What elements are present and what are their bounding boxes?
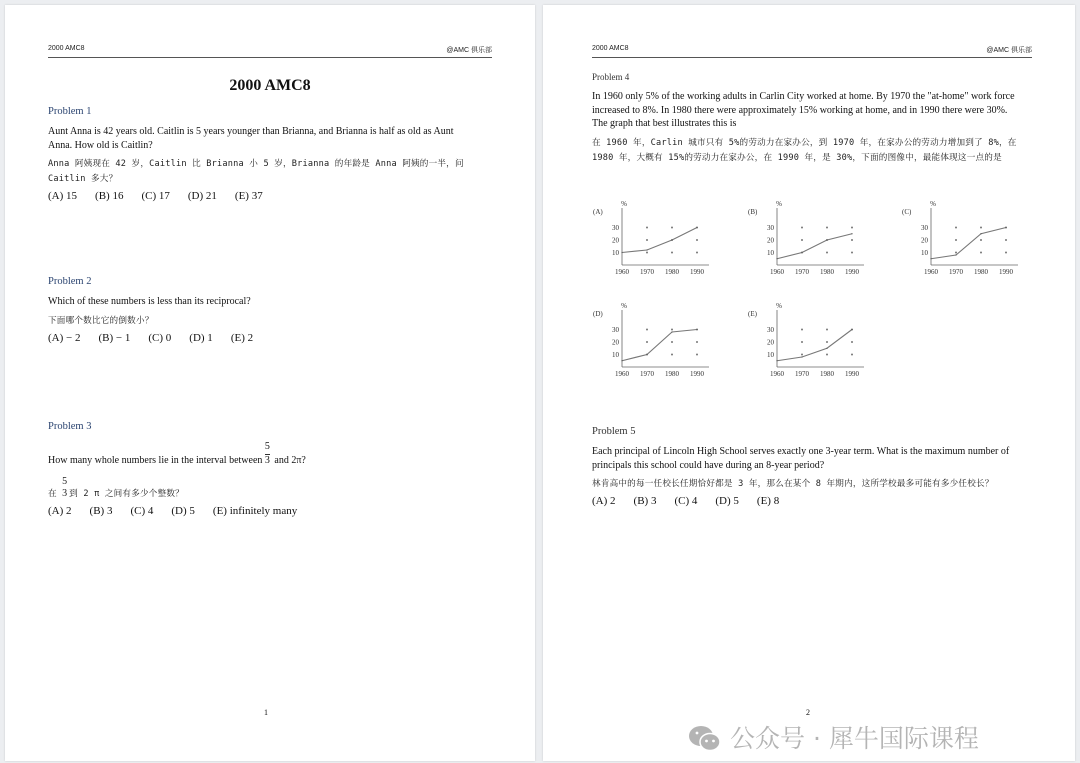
- data-point: [1005, 227, 1006, 228]
- grid-dot: [980, 239, 982, 241]
- choice: (A) 15: [48, 190, 78, 202]
- line-chart: [593, 201, 728, 276]
- choice: (B) − 1: [98, 331, 131, 344]
- data-point: [776, 360, 777, 361]
- x-tick-label: 1960: [924, 268, 938, 276]
- text: 在: [48, 488, 63, 499]
- header-left: 2000 AMC8: [48, 45, 85, 52]
- grid-dot: [1005, 252, 1007, 254]
- y-tick-label: 30: [767, 326, 774, 334]
- choice: (E) 37: [234, 190, 263, 202]
- y-axis-label: %: [776, 200, 782, 208]
- grid-dot: [671, 252, 673, 254]
- problem-5-choices: [592, 495, 1037, 507]
- grid-dot: [826, 354, 828, 356]
- x-tick-label: 1990: [690, 370, 704, 378]
- grid-dot: [955, 227, 957, 229]
- line-chart: [748, 201, 883, 276]
- pdf-page-1: [5, 5, 535, 761]
- grid-dot: [801, 341, 803, 343]
- choice: (C) 0: [148, 331, 172, 344]
- grid-dot: [851, 354, 853, 356]
- choice: (A) 2: [48, 504, 72, 517]
- data-point: [671, 331, 672, 332]
- y-tick-label: 10: [921, 249, 928, 257]
- grid-dot: [801, 239, 803, 241]
- problem-1-choices: [48, 190, 493, 202]
- x-tick-label: 1960: [770, 268, 784, 276]
- text: 到 2 π 之间有多少个整数？: [69, 488, 184, 499]
- problem-3-label: Problem 3: [48, 421, 92, 432]
- y-tick-label: 20: [612, 236, 619, 245]
- grid-dot: [980, 227, 982, 229]
- x-tick-label: 1990: [999, 268, 1013, 276]
- pdf-page-2: [543, 5, 1075, 761]
- choice: (C) 4: [674, 495, 698, 507]
- choice: (D) 5: [171, 504, 195, 517]
- grid-dot: [980, 252, 982, 254]
- problem-4-text-zh: 在 1960 年，Carlin 城市只有 5%的劳动力在家办公，到 1970 年，在家办公的劳动力增加到了 8%，在 1980 年，大概有 15%的劳动力在家办公，在 1990 年，是 30%，下面的图像中，最能体现这一点的是: [592, 137, 1017, 163]
- graph-label: (B): [748, 208, 758, 216]
- grid-dot: [696, 239, 698, 241]
- problem-1: [48, 106, 493, 202]
- graph-b[interactable]: [748, 201, 883, 276]
- choice: (D) 1: [189, 331, 213, 344]
- graph-label: (C): [902, 208, 912, 216]
- header-left: 2000 AMC8: [592, 45, 629, 52]
- choice: (A) − 2: [48, 331, 81, 344]
- x-tick-label: 1960: [615, 268, 629, 276]
- choice: (C) 17: [141, 190, 170, 202]
- choice: (D) 5: [715, 495, 739, 507]
- choice: (B) 16: [95, 190, 124, 202]
- data-point: [671, 239, 672, 240]
- grid-dot: [826, 252, 828, 254]
- page-header: [48, 45, 492, 58]
- y-tick-label: 10: [767, 249, 774, 257]
- problem-5-label: Problem 5: [592, 426, 636, 437]
- x-tick-label: 1980: [974, 268, 988, 276]
- data-line: [777, 234, 852, 259]
- graph-a[interactable]: [593, 201, 728, 276]
- choice: (B) 3: [89, 504, 113, 517]
- grid-dot: [696, 252, 698, 254]
- document-title: 2000 AMC8: [229, 77, 311, 94]
- watermark-text: 公众号 · 犀牛国际课程: [730, 724, 979, 753]
- grid-dot: [671, 354, 673, 356]
- problem-1-label: Problem 1: [48, 106, 92, 117]
- header-right: @AMC 俱乐部: [986, 47, 1032, 54]
- problem-2-text: Which of these numbers is less than its reciprocal?: [48, 296, 251, 307]
- x-tick-label: 1970: [795, 370, 809, 378]
- x-tick-label: 1970: [640, 268, 654, 276]
- numerator: 5: [264, 441, 270, 452]
- data-point: [696, 227, 697, 228]
- x-tick-label: 1980: [665, 268, 679, 276]
- problem-5-text: Each principal of Lincoln High School serves exactly one 3-year term. What is the maximum number of principals this school could have during an 8-year period?: [592, 446, 1010, 471]
- choice: (D) 21: [187, 190, 217, 202]
- problem-1-text-zh: Anna 阿姨现在 42 岁，Caitlin 比 Brianna 小 5 岁，Brianna 的年龄是 Anna 阿姨的一半，问 Caitlin 多大？: [48, 159, 464, 184]
- y-axis-label: %: [776, 302, 782, 310]
- problem-1-text: Aunt Anna is 42 years old. Caitlin is 5 years younger than Brianna, and Brianna is half as old as Aunt Anna. How old is Caitlin?: [48, 126, 454, 151]
- grid-dot: [801, 354, 803, 356]
- problem-3-text: [48, 441, 493, 468]
- y-tick-label: 10: [612, 249, 619, 257]
- x-tick-label: 1960: [615, 370, 629, 378]
- problem-3-choices: [48, 505, 493, 517]
- grid-dot: [671, 227, 673, 229]
- graph-c[interactable]: [902, 201, 1037, 276]
- grid-dot: [851, 227, 853, 229]
- problem-2-choices: [48, 332, 493, 344]
- grid-dot: [826, 227, 828, 229]
- y-tick-label: 20: [767, 236, 774, 245]
- page-number: 2: [806, 708, 810, 717]
- data-point: [646, 249, 647, 250]
- choice: (E) 8: [756, 495, 780, 507]
- grid-dot: [646, 341, 648, 343]
- data-line: [931, 228, 1006, 259]
- grid-dot: [646, 329, 648, 331]
- grid-dot: [851, 341, 853, 343]
- x-tick-label: 1970: [949, 268, 963, 276]
- problem-2: [48, 276, 493, 344]
- x-tick-label: 1970: [795, 268, 809, 276]
- x-tick-label: 1970: [640, 370, 654, 378]
- grid-dot: [955, 239, 957, 241]
- problem-4-label: Problem 4: [592, 72, 630, 82]
- data-point: [930, 258, 931, 259]
- data-point: [696, 329, 697, 330]
- graph-d[interactable]: [593, 303, 728, 378]
- data-point: [826, 348, 827, 349]
- data-line: [622, 228, 697, 253]
- page-number: 1: [264, 708, 268, 717]
- page-header: [592, 45, 1032, 58]
- data-point: [776, 258, 777, 259]
- data-point: [826, 239, 827, 240]
- grid-dot: [1005, 239, 1007, 241]
- data-point: [801, 252, 802, 253]
- y-tick-label: 20: [612, 338, 619, 347]
- data-point: [980, 233, 981, 234]
- x-tick-label: 1990: [690, 268, 704, 276]
- x-tick-label: 1960: [770, 370, 784, 378]
- graph-label: (A): [593, 208, 603, 216]
- numerator: 5: [62, 475, 68, 487]
- watermark: [688, 724, 979, 754]
- header-right: @AMC 俱乐部: [446, 47, 492, 54]
- data-line: [622, 330, 697, 361]
- problem-2-text-zh: 下面哪个数比它的倒数小？: [48, 315, 154, 326]
- text: and 2π?: [271, 455, 306, 466]
- x-tick-label: 1990: [845, 370, 859, 378]
- grid-dot: [801, 329, 803, 331]
- y-tick-label: 30: [612, 224, 619, 232]
- fraction: [264, 441, 272, 468]
- problem-4: [592, 72, 1037, 169]
- graph-label: (E): [748, 310, 757, 318]
- problem-3-text-zh: [48, 475, 493, 502]
- grid-dot: [955, 252, 957, 254]
- grid-dot: [646, 252, 648, 254]
- y-tick-label: 30: [612, 326, 619, 334]
- y-axis-label: %: [621, 302, 627, 310]
- problem-5: [592, 426, 1037, 507]
- y-tick-label: 20: [767, 338, 774, 347]
- problem-3: [48, 421, 493, 517]
- data-point: [621, 360, 622, 361]
- data-point: [646, 354, 647, 355]
- grid-dot: [826, 329, 828, 331]
- grid-dot: [696, 341, 698, 343]
- choice: (B) 3: [633, 495, 657, 507]
- problem-5-text-zh: 林肯高中的每一任校长任期恰好都是 3 年，那么在某个 8 年期内，这所学校最多可能有多少任校长？: [592, 479, 994, 489]
- wechat-icon: [688, 725, 722, 753]
- x-tick-label: 1980: [665, 370, 679, 378]
- choice: (C) 4: [130, 504, 154, 517]
- y-axis-label: %: [621, 200, 627, 208]
- data-point: [955, 254, 956, 255]
- grid-dot: [671, 341, 673, 343]
- text: How many whole numbers lie in the interval between: [48, 455, 265, 466]
- denominator: 3: [264, 455, 270, 466]
- y-tick-label: 20: [921, 236, 928, 245]
- problem-2-label: Problem 2: [48, 276, 92, 287]
- x-tick-label: 1990: [845, 268, 859, 276]
- graph-e[interactable]: [748, 303, 883, 378]
- choice: (E) 2: [230, 331, 254, 344]
- graph-label: (D): [593, 310, 603, 318]
- grid-dot: [646, 239, 648, 241]
- choice: (A) 2: [592, 495, 616, 507]
- y-tick-label: 10: [767, 351, 774, 359]
- data-point: [851, 233, 852, 234]
- grid-dot: [851, 239, 853, 241]
- data-point: [621, 252, 622, 253]
- data-point: [851, 329, 852, 330]
- x-tick-label: 1980: [820, 370, 834, 378]
- data-point: [801, 356, 802, 357]
- grid-dot: [671, 329, 673, 331]
- y-tick-label: 30: [921, 224, 928, 232]
- denominator: 3: [62, 487, 68, 499]
- choice: (E) infinitely many: [212, 504, 298, 517]
- grid-dot: [826, 341, 828, 343]
- x-tick-label: 1980: [820, 268, 834, 276]
- fraction: [62, 475, 69, 501]
- grid-dot: [696, 354, 698, 356]
- line-chart: [902, 201, 1037, 276]
- data-line: [777, 330, 852, 361]
- y-tick-label: 10: [612, 351, 619, 359]
- y-axis-label: %: [930, 200, 936, 208]
- y-tick-label: 30: [767, 224, 774, 232]
- grid-dot: [851, 252, 853, 254]
- grid-dot: [646, 227, 648, 229]
- line-chart: [593, 303, 728, 378]
- grid-dot: [801, 227, 803, 229]
- line-chart: [748, 303, 883, 378]
- problem-4-text: In 1960 only 5% of the working adults in Carlin City worked at home. By 1970 the "at-home" work force increased to 8%. In 1980 there were approximately 15% working at home, and in 1990 there were 30%. The graph that best illustrates this is: [592, 91, 1015, 129]
